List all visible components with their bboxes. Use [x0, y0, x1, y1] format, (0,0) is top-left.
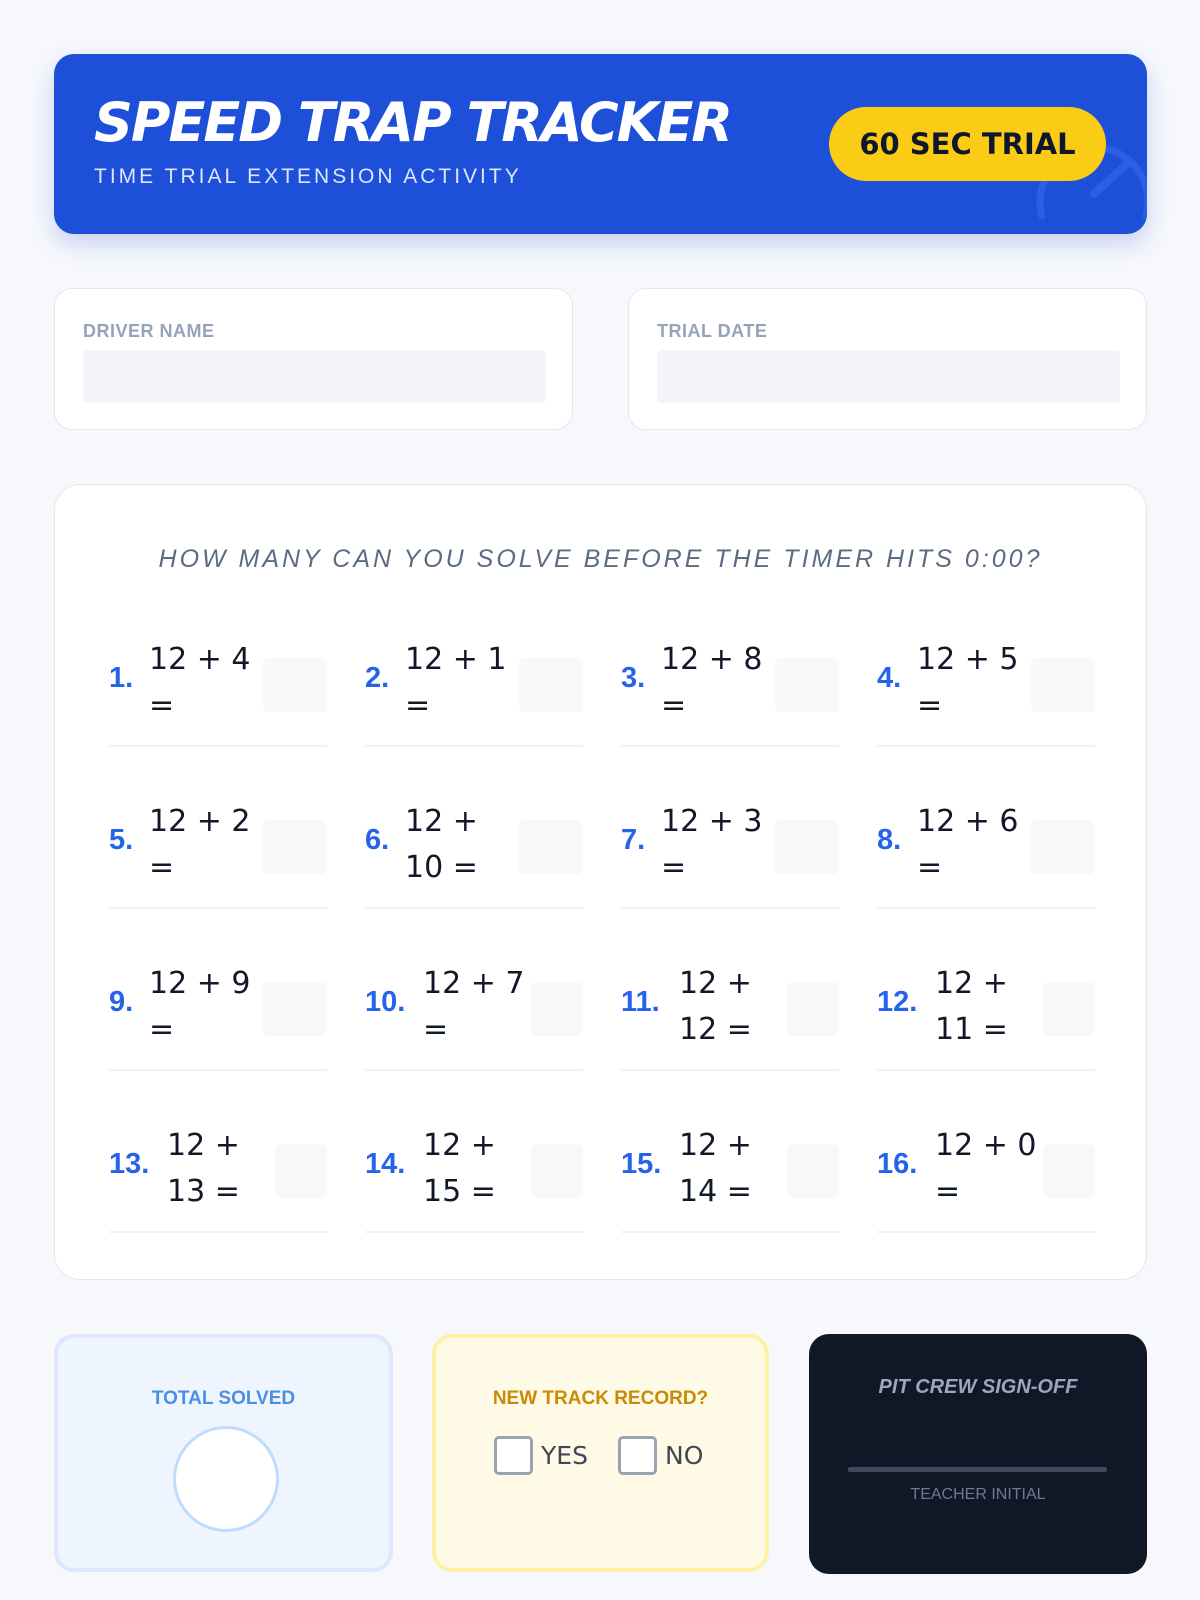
trial-date-input[interactable]	[657, 350, 1120, 403]
problem-item	[109, 779, 327, 909]
answer-input[interactable]	[775, 820, 839, 874]
answer-input[interactable]	[531, 982, 583, 1036]
problem-number: 2.	[365, 662, 390, 694]
answer-input[interactable]	[531, 1144, 583, 1198]
total-solved-card	[54, 1334, 393, 1572]
problem-item	[621, 1103, 839, 1233]
trial-date-card	[628, 288, 1147, 430]
problem-number: 3.	[621, 662, 646, 694]
problem-item	[365, 941, 583, 1071]
problem-number: 13.	[109, 1148, 150, 1180]
answer-input[interactable]	[275, 1144, 327, 1198]
problem-text: 12 + 7 =	[423, 966, 525, 1047]
trial-date-label: TRIAL DATE	[657, 321, 768, 341]
driver-name-label: DRIVER NAME	[83, 321, 215, 341]
answer-input[interactable]	[1031, 658, 1095, 712]
problem-number: 6.	[365, 824, 390, 856]
answer-input[interactable]	[1043, 1144, 1095, 1198]
problem-text: 12 + 14 =	[679, 1128, 752, 1209]
problem-item	[365, 617, 583, 747]
problem-item	[621, 779, 839, 909]
problem-text: 12 + 0 =	[935, 1128, 1037, 1209]
problem-item	[877, 617, 1095, 747]
answer-input[interactable]	[519, 820, 583, 874]
problems-prompt: HOW MANY CAN YOU SOLVE BEFORE THE TIMER HITS 0:00?	[158, 545, 1043, 573]
problem-text: 12 + 1 =	[405, 642, 507, 723]
page-title: SPEED TRAP TRACKER	[94, 91, 731, 154]
problem-text: 12 + 2 =	[149, 804, 251, 885]
track-record-label: NEW TRACK RECORD?	[492, 1388, 709, 1409]
driver-name-input[interactable]	[83, 350, 546, 403]
problem-text: 12 + 13 =	[167, 1128, 240, 1209]
answer-input[interactable]	[1043, 982, 1095, 1036]
signoff-caption: TEACHER INITIAL	[910, 1486, 1046, 1503]
answer-input[interactable]	[787, 982, 839, 1036]
track-record-card	[432, 1334, 769, 1572]
answer-input[interactable]	[519, 658, 583, 712]
problem-text: 12 + 15 =	[423, 1128, 496, 1209]
problem-item	[877, 779, 1095, 909]
problem-text: 12 + 9 =	[149, 966, 251, 1047]
problem-number: 10.	[365, 986, 406, 1018]
problem-item	[621, 617, 839, 747]
problem-text: 12 + 12 =	[679, 966, 752, 1047]
answer-input[interactable]	[1031, 820, 1095, 874]
answer-input[interactable]	[263, 982, 327, 1036]
problem-text: 12 + 10 =	[405, 804, 478, 885]
problem-number: 1.	[109, 662, 134, 694]
total-solved-label: TOTAL SOLVED	[151, 1388, 296, 1409]
problem-number: 7.	[621, 824, 646, 856]
problem-number: 12.	[877, 986, 918, 1018]
no-checkbox[interactable]	[618, 1436, 657, 1475]
yes-checkbox[interactable]	[494, 1436, 533, 1475]
answer-input[interactable]	[263, 658, 327, 712]
problem-number: 11.	[621, 986, 660, 1018]
problem-item	[109, 941, 327, 1071]
problem-number: 5.	[109, 824, 134, 856]
problem-number: 15.	[621, 1148, 662, 1180]
problem-number: 8.	[877, 824, 902, 856]
total-solved-circle[interactable]	[173, 1426, 279, 1532]
no-option[interactable]	[618, 1436, 703, 1475]
problem-number: 4.	[877, 662, 902, 694]
problem-item	[877, 941, 1095, 1071]
answer-input[interactable]	[775, 658, 839, 712]
driver-name-card	[54, 288, 573, 430]
yes-label: YES	[541, 1441, 588, 1470]
problem-item	[109, 617, 327, 747]
problem-text: 12 + 3 =	[661, 804, 763, 885]
yes-option[interactable]	[494, 1436, 588, 1475]
no-label: NO	[665, 1441, 704, 1470]
problem-item	[621, 941, 839, 1071]
header-banner	[54, 54, 1147, 234]
page-subtitle: TIME TRIAL EXTENSION ACTIVITY	[94, 165, 522, 188]
signature-line[interactable]	[848, 1467, 1107, 1472]
problem-number: 14.	[365, 1148, 406, 1180]
problem-text: 12 + 8 =	[661, 642, 763, 723]
problem-item	[365, 1103, 583, 1233]
answer-input[interactable]	[263, 820, 327, 874]
problem-text: 12 + 6 =	[917, 804, 1019, 885]
problem-number: 9.	[109, 986, 134, 1018]
problem-item	[877, 1103, 1095, 1233]
signoff-card	[809, 1334, 1147, 1574]
problems-card	[54, 484, 1147, 1280]
answer-input[interactable]	[787, 1144, 839, 1198]
problem-text: 12 + 4 =	[149, 642, 251, 723]
problem-text: 12 + 11 =	[935, 966, 1008, 1047]
problem-text: 12 + 5 =	[917, 642, 1019, 723]
problem-item	[109, 1103, 327, 1233]
trial-badge: 60 SEC TRIAL	[829, 107, 1106, 181]
problem-number: 16.	[877, 1148, 918, 1180]
signoff-title: PIT CREW SIGN-OFF	[878, 1376, 1078, 1398]
problem-item	[365, 779, 583, 909]
